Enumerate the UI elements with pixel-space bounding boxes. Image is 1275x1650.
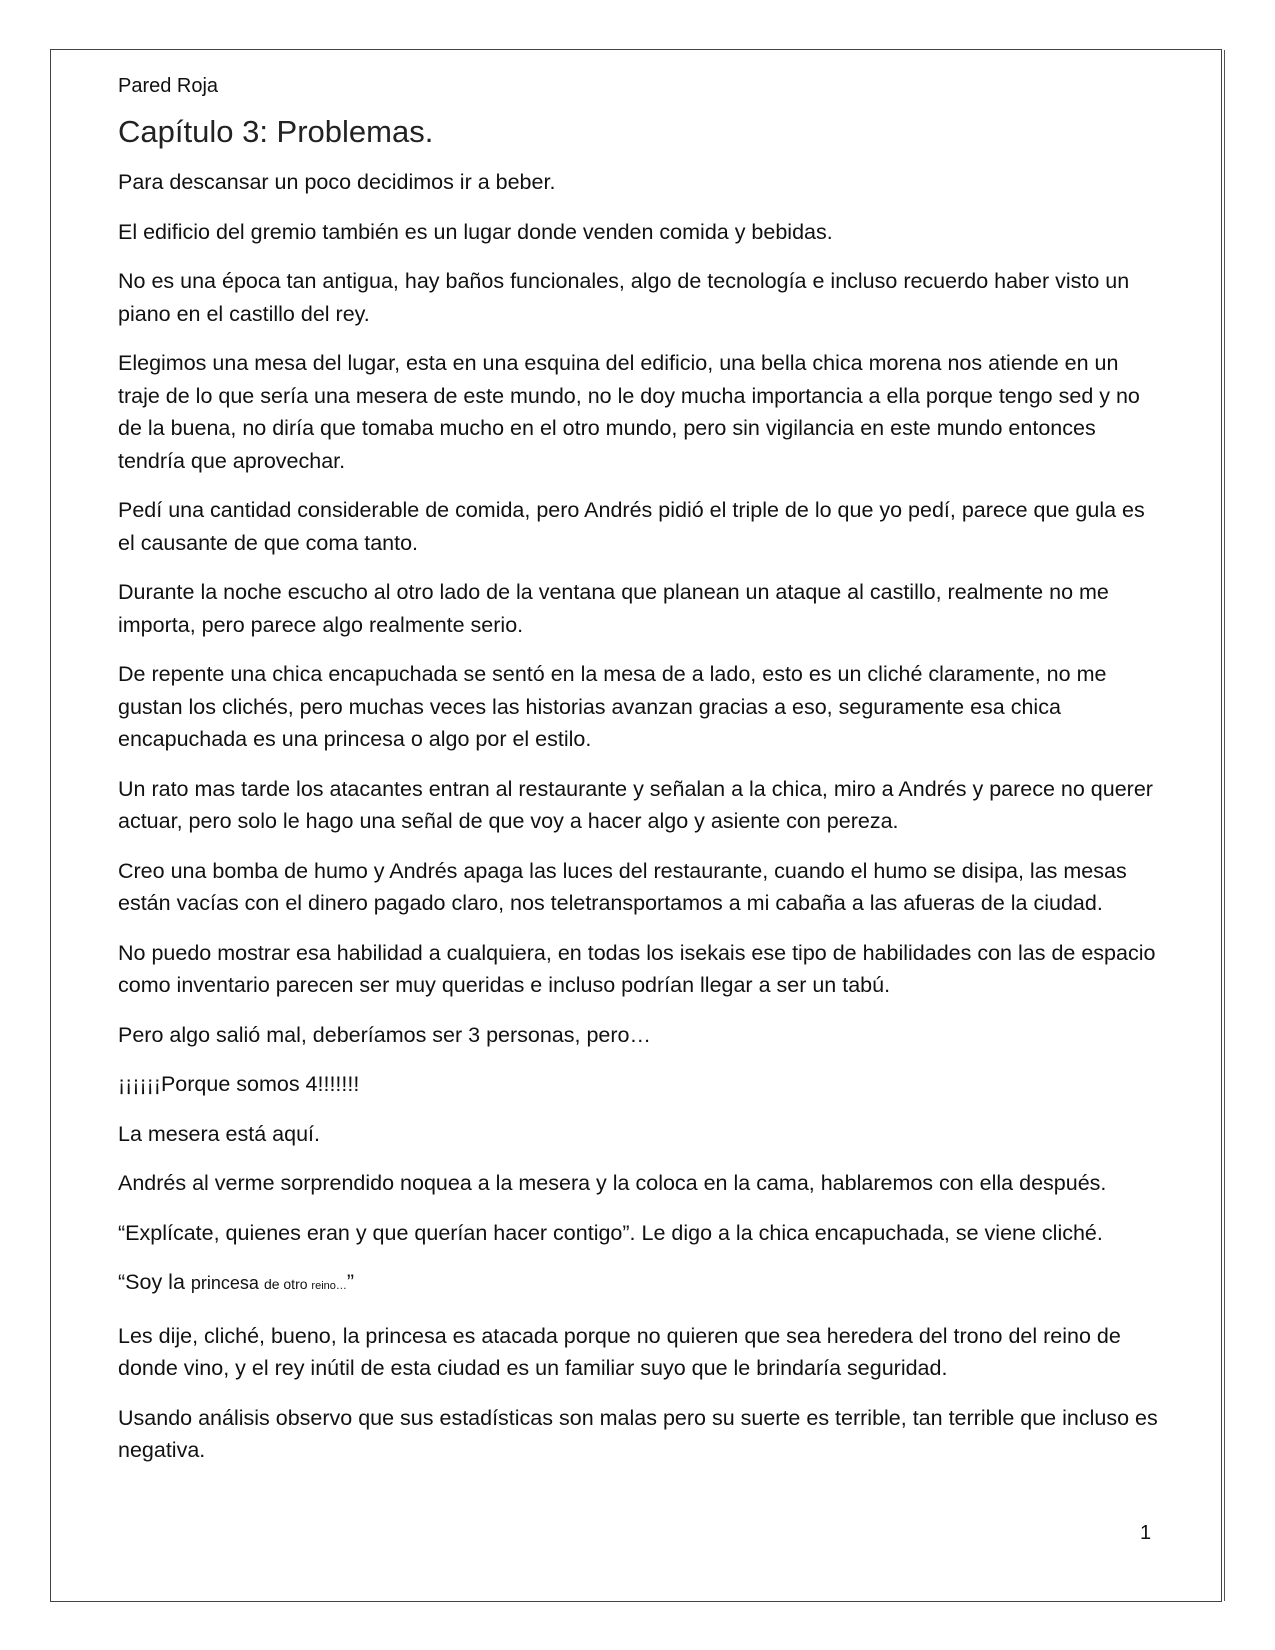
paragraph: Pero algo salió mal, deberíamos ser 3 personas, pero… xyxy=(118,1022,651,1047)
paragraph: El edificio del gremio también es un lugar donde venden comida y bebidas. xyxy=(118,219,833,244)
paragraph: Andrés al verme sorprendido noquea a la mesera y la coloca en la cama, hablaremos con ella después. xyxy=(118,1171,1107,1195)
dialogue-part: de otro xyxy=(263,1276,312,1292)
paragraph: Les dije, cliché, bueno, la princesa es atacada porque no quieren que sea heredera del trono del reino de donde vino, y el rey inútil de esta ciudad es un familiar suyo que le brindaría seguridad. xyxy=(118,1323,1121,1380)
paragraph: Creo una bomba de humo y Andrés apaga las luces del restaurante, cuando el humo se disipa, las mesas están vacías con el dinero pagado claro, nos teletransportamos a mi cabaña a las afueras de la ciudad. xyxy=(118,858,1127,915)
dialogue-part: reino… xyxy=(311,1280,347,1292)
paragraph: Elegimos una mesa del lugar, esta en una esquina del edificio, una bella chica morena nos atiende en un traje de lo que sería una mesera de este mundo, no le doy mucha importancia a ella porque tengo sed y no de la buena, no diría que tomaba mucho en el otro mundo, pero sin vigilancia en este mundo entonces tendría que aprovechar. xyxy=(118,351,1140,473)
running-header: Pared Roja xyxy=(118,75,219,97)
paragraph: “Explícate, quienes eran y que querían hacer contigo”. Le digo a la chica encapuchada, se viene cliché. xyxy=(118,1220,1103,1245)
paragraph: Durante la noche escucho al otro lado de la ventana que planean un ataque al castillo, realmente no me importa, pero parece algo realmente serio. xyxy=(118,580,1109,637)
paragraph: ¡¡¡¡¡¡Porque somos 4!!!!!!! xyxy=(118,1072,360,1096)
paragraph: No es una época tan antigua, hay baños funcionales, algo de tecnología e incluso recuerdo haber visto un piano en el castillo del rey. xyxy=(118,269,1130,326)
paragraph: Un rato mas tarde los atacantes entran al restaurante y señalan a la chica, miro a Andrés y parece no querer actuar, pero solo le hago una señal de que voy a hacer algo y asiente con pereza. xyxy=(118,776,1153,833)
chapter-title: Capítulo 3: Problemas. xyxy=(118,114,434,149)
dialogue-part: “Soy la xyxy=(118,1270,191,1294)
dialogue-part: princesa xyxy=(190,1273,264,1293)
paragraph: Usando análisis observo que sus estadísticas son malas pero su suerte es terrible, tan terrible que incluso es negativa. xyxy=(118,1405,1158,1462)
paragraph: Para descansar un poco decidimos ir a beber. xyxy=(118,170,556,194)
paragraph: La mesera está aquí. xyxy=(118,1121,320,1146)
paragraph: No puedo mostrar esa habilidad a cualquiera, en todas los isekais ese tipo de habilidades con las de espacio como inventario parecen ser muy queridas e incluso podrían llegar a ser un tabú. xyxy=(118,940,1156,997)
paragraph: De repente una chica encapuchada se sentó en la mesa de a lado, esto es un cliché claramente, no me gustan los clichés, pero muchas veces las historias avanzan gracias a eso, seguramente esa chica encapuchada es una princesa o algo por el estilo. xyxy=(118,662,1107,751)
paragraph: Pedí una cantidad considerable de comida, pero Andrés pidió el triple de lo que yo pedí, parece que gula es el causante de que coma tanto. xyxy=(118,498,1145,555)
dialogue-part: ” xyxy=(346,1270,355,1294)
page-number: 1 xyxy=(1140,1522,1152,1544)
shrinking-dialogue xyxy=(118,1266,1163,1303)
document-body xyxy=(118,72,1163,1484)
